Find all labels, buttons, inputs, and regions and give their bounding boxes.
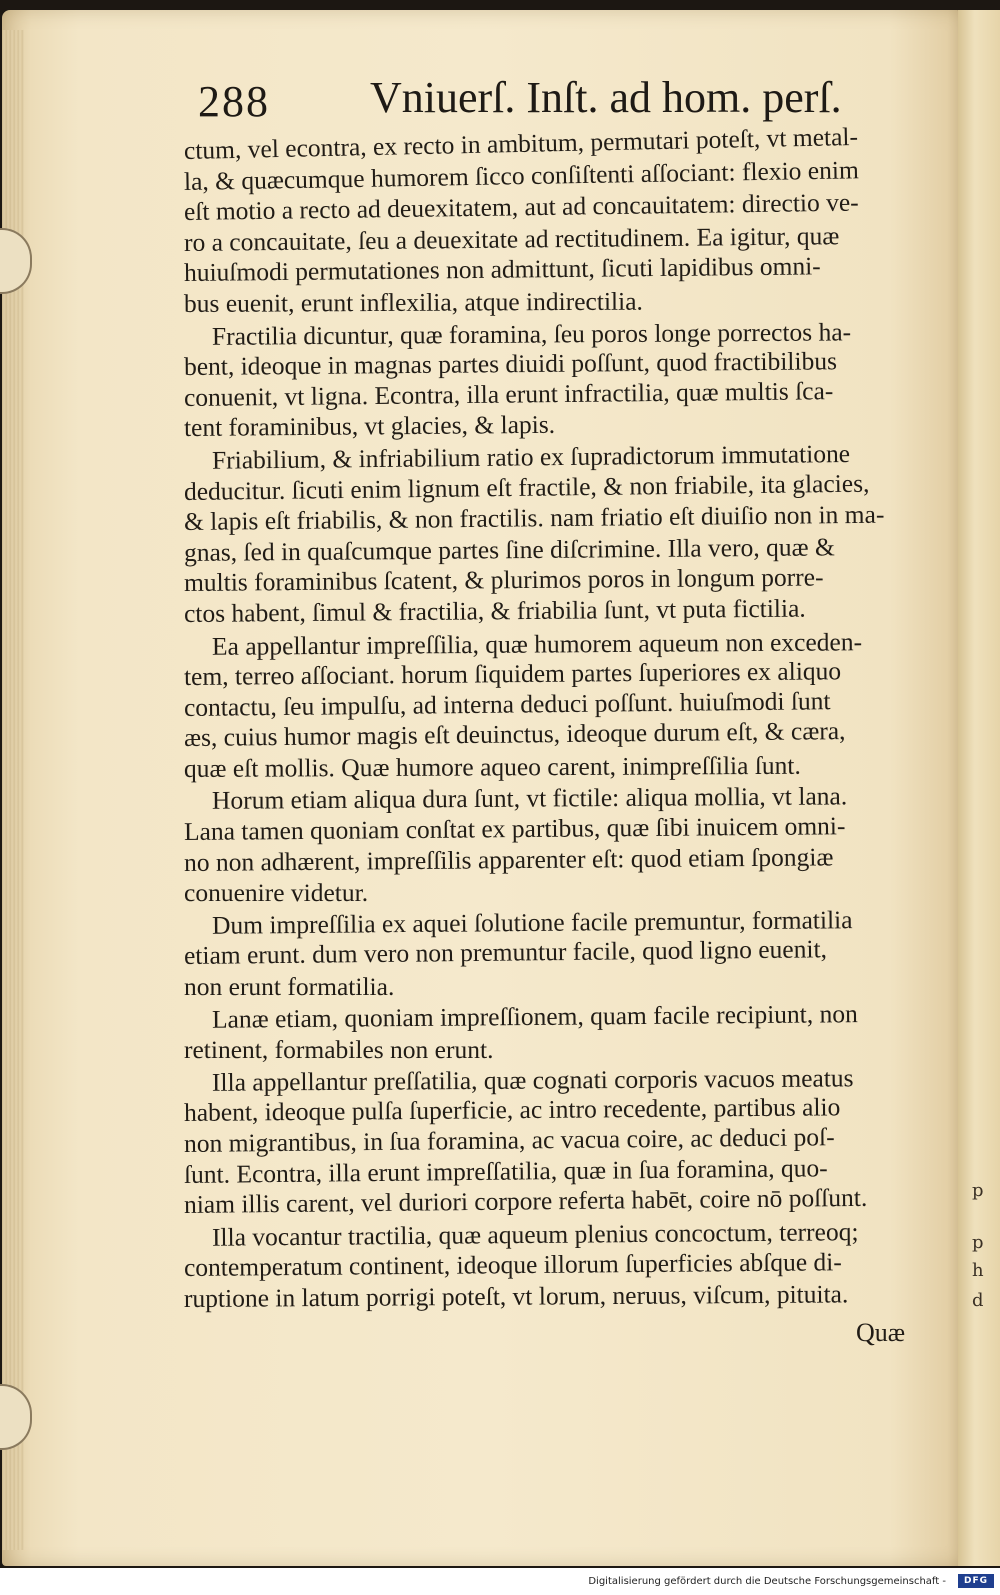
- text-line: non migrantibus, in ſua foramina, ac vacua coire, ac deduci poſ-: [183, 1122, 835, 1158]
- footer-credit: Digitalisierung gefördert durch die Deutsche Forschungsgemeinschaft -: [588, 1576, 946, 1587]
- facing-page-char: p: [972, 1232, 984, 1253]
- text-line: conuenire videtur.: [184, 878, 369, 908]
- page-header: [198, 72, 842, 128]
- running-head: Vniuerſ. Inſt. ad hom. perſ.: [370, 73, 842, 122]
- text-line: & lapis eſt friabilis, & non fractilis. nam friatio eſt diuiſio non in ma-: [183, 499, 885, 537]
- text-line: conuenit, vt ligna. Econtra, illa erunt infractilia, quæ multis ſca-: [183, 375, 834, 412]
- text-line: bus euenit, erunt inflexilia, atque indirectilia.: [183, 286, 643, 318]
- text-line: ro a concauitate, ſeu a deuexitate ad rectitudinem. Ea igitur, quæ: [183, 220, 840, 257]
- text-line: Friabilium, & infriabilium ratio ex ſupradictorum immutatione: [211, 438, 851, 475]
- facing-page-char: d: [972, 1290, 984, 1311]
- body-text: [183, 121, 930, 1315]
- text-line: ctos habent, ſimul & fractilia, & friabilia ſunt, vt puta fictilia.: [183, 593, 806, 628]
- text-line: Ea appellantur impreſſilia, quæ humorem aqueum non exceden-: [211, 626, 863, 661]
- text-line: la, & quæcumque humorem ſicco conſiſtenti aſſociant: flexio enim: [183, 154, 860, 196]
- footer: [0, 1568, 1000, 1595]
- text-line: non erunt formatilia.: [184, 972, 395, 1002]
- text-line: Horum etiam aliqua dura ſunt, vt fictile: aliqua mollia, vt lana.: [211, 781, 848, 816]
- text-line: bent, ideoque in magnas partes diuidi poſſunt, quod fractibilibus: [183, 346, 838, 382]
- facing-page-char: h: [972, 1260, 984, 1281]
- catchword: Quæ: [856, 1318, 906, 1347]
- text-line: Dum impreſſilia ex aquei ſolutione facile premuntur, formatilia: [211, 905, 853, 940]
- page-number: 288: [198, 77, 270, 126]
- text-line: tem, terreo aſſociant. horum ſiquidem partes ſuperiores ex aliquo: [183, 656, 842, 692]
- text-line: ſunt. Econtra, illa erunt impreſſatilia, quæ in ſua foramina, quo-: [183, 1152, 828, 1189]
- text-line: deducitur. ſicuti enim lignum eſt fractile, & non friabile, ita glacies,: [183, 468, 870, 506]
- text-line: ctum, vel econtra, ex recto in ambitum, permutari poteſt, vt metal-: [183, 121, 859, 165]
- text-line: contemperatum continent, ideoque illorum ſuperficies abſque di-: [183, 1247, 842, 1283]
- text-line: multis foraminibus ſcatent, & plurimos poros in longum porre-: [183, 562, 824, 598]
- facing-page-strip: [958, 10, 1000, 1566]
- text-line: tent foraminibus, vt glacies, & lapis.: [183, 410, 556, 443]
- text-line: no non adhærent, impreſſilis apparenter eſt: quod etiam ſpongiæ: [183, 841, 834, 877]
- text-line: æs, cuius humor magis eſt deuinctus, ideoque durum eſt, & cæra,: [183, 716, 846, 753]
- text-line: Lana tamen quoniam conſtat ex partibus, quæ ſibi inuicem omni-: [183, 811, 846, 847]
- facing-page-char: p: [972, 1180, 984, 1201]
- text-line: Lanæ etiam, quoniam impreſſionem, quam facile recipiunt, non: [211, 998, 858, 1034]
- text-line: ruptione in latum porrigi poteſt, vt lorum, neruus, viſcum, pituita.: [183, 1279, 849, 1313]
- text-line: eſt motio a recto ad deuexitatem, aut ad concauitatem: directio ve-: [183, 187, 859, 227]
- text-line: Illa appellantur preſſatilia, quæ cognati corporis vacuos meatus: [211, 1063, 854, 1097]
- dfg-logo: DFG: [958, 1574, 994, 1588]
- text-line: habent, ideoque pulſa ſuperficie, ac intro recedente, partibus alio: [183, 1092, 841, 1128]
- text-line: contactu, ſeu impulſu, ad interna deduci poſſunt. huiuſmodi ſunt: [183, 685, 831, 722]
- text-line: quæ eſt mollis. Quæ humore aqueo carent, inimpreſſilia ſunt.: [183, 750, 801, 783]
- text-line: huiuſmodi permutationes non admittunt, ſicuti lapidibus omni-: [183, 251, 821, 288]
- text-line: etiam erunt. dum vero non premuntur facile, quod ligno euenit,: [183, 934, 828, 971]
- text-line: Fractilia dicuntur, quæ foramina, ſeu poros longe porrectos ha-: [211, 316, 852, 351]
- text-line: niam illis carent, vel duriori corpore referta habēt, coire nō poſſunt.: [183, 1183, 868, 1220]
- text-line: gnas, ſed in quaſcumque partes ſine diſcrimine. Illa vero, quæ &: [183, 532, 835, 567]
- text-line: retinent, formabiles non erunt.: [184, 1035, 494, 1065]
- text-line: Illa vocantur tractilia, quæ aqueum plenius concoctum, terreoq;: [211, 1216, 859, 1252]
